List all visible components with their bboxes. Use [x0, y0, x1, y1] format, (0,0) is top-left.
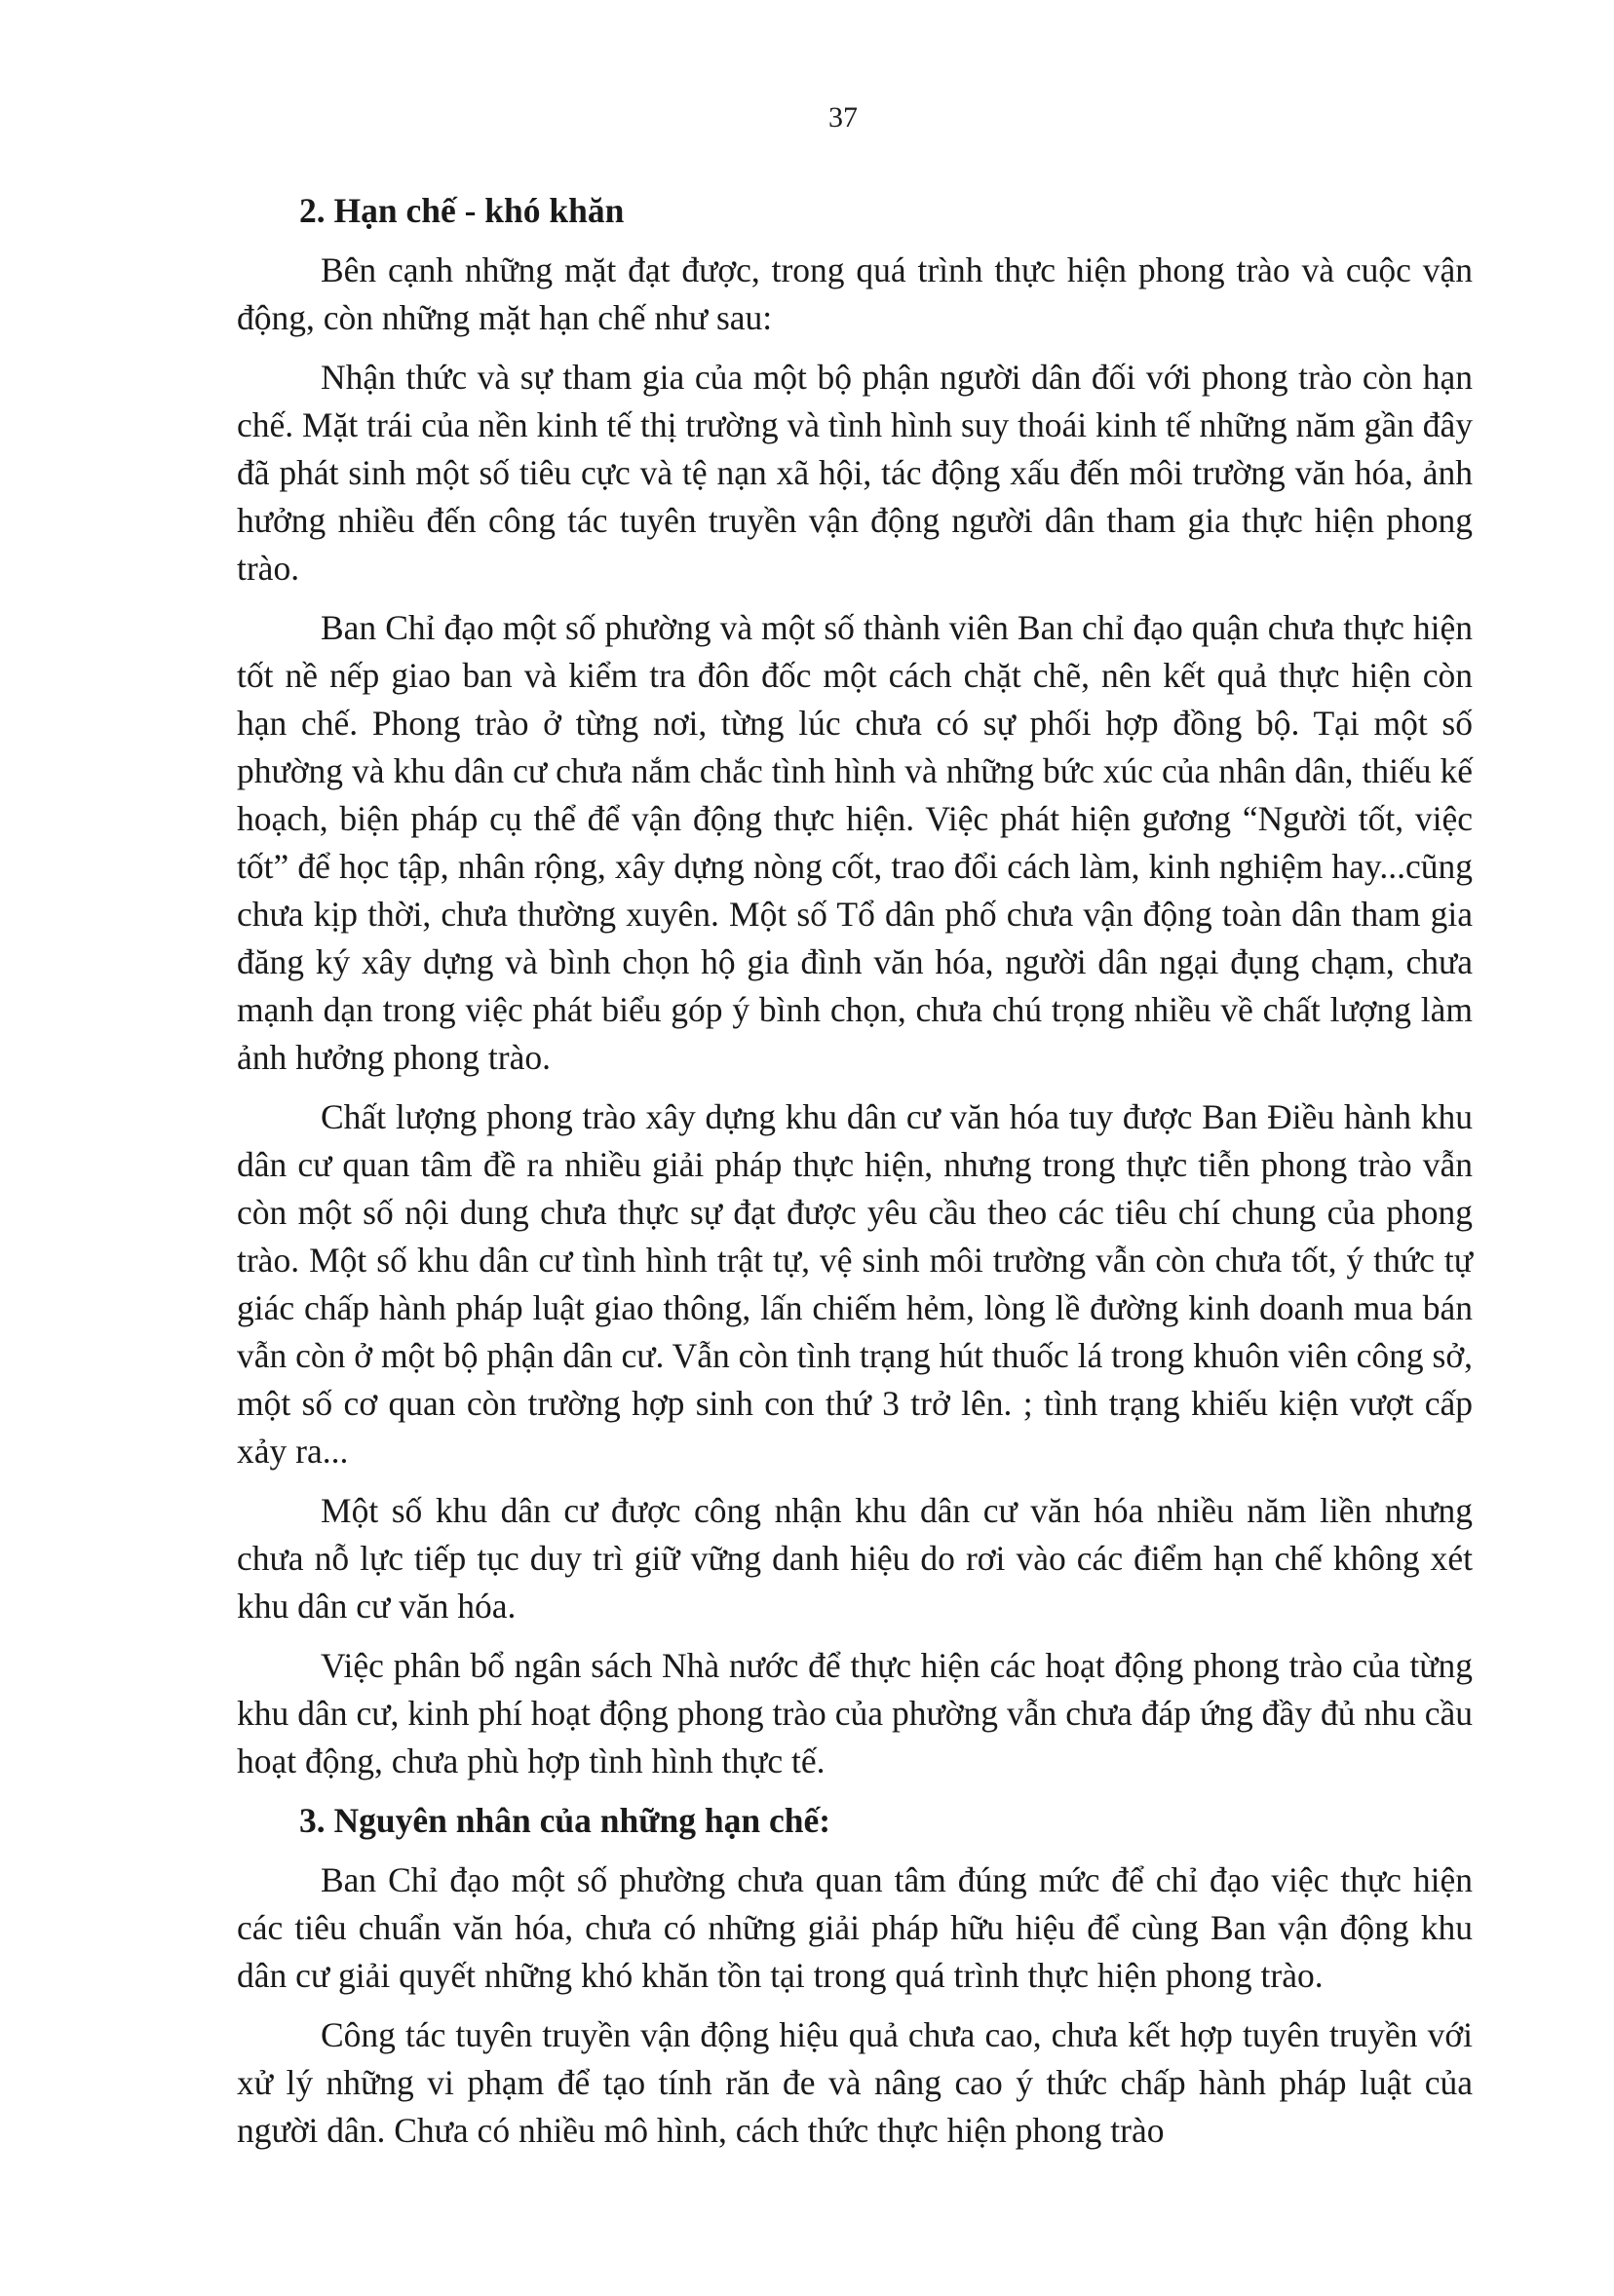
section-2-paragraph-2: Nhận thức và sự tham gia của một bộ phận người dân đối với phong trào còn hạn chế. Mặt trái của nền kinh tế thị trường và tình hình suy thoái kinh tế những năm gần đây đã phát sinh một số tiêu cực và tệ nạn xã hội, tác động xấu đến môi trường văn hóa, ảnh hưởng nhiều đến công tác tuyên truyền vận động người dân tham gia thực hiện phong trào. [237, 358, 1473, 588]
section-2-paragraph-3: Ban Chỉ đạo một số phường và một số thành viên Ban chỉ đạo quận chưa thực hiện tốt nề nếp giao ban và kiểm tra đôn đốc một cách chặt chẽ, nên kết quả thực hiện còn hạn chế. Phong trào ở từng nơi, từng lúc chưa có sự phối hợp đồng bộ. Tại một số phường và khu dân cư chưa nắm chắc tình hình và những bức xúc của nhân dân, thiếu kế hoạch, biện pháp cụ thể để vận động thực hiện. Việc phát hiện gương “Người tốt, việc tốt” để học tập, nhân rộng, xây dựng nòng cốt, trao đổi cách làm, kinh nghiệm hay...cũng chưa kịp thời, chưa thường xuyên. Một số Tổ dân phố chưa vận động toàn dân tham gia đăng ký xây dựng và bình chọn hộ gia đình văn hóa, người dân ngại đụng chạm, chưa mạnh dạn trong việc phát biểu góp ý bình chọn, chưa chú trọng nhiều về chất lượng làm ảnh hưởng phong trào. [237, 608, 1473, 1077]
section-2-heading: 2. Hạn chế - khó khăn [299, 191, 625, 230]
section-3-heading: 3. Nguyên nhân của những hạn chế: [299, 1801, 831, 1840]
page-content [237, 187, 1473, 2166]
section-2-paragraph-4: Chất lượng phong trào xây dựng khu dân cư văn hóa tuy được Ban Điều hành khu dân cư quan tâm đề ra nhiều giải pháp thực hiện, nhưng trong thực tiễn phong trào vẫn còn một số nội dung chưa thực sự đạt được yêu cầu theo các tiêu chí chung của phong trào. Một số khu dân cư tình hình trật tự, vệ sinh môi trường vẫn còn chưa tốt, ý thức tự giác chấp hành pháp luật giao thông, lấn chiếm hẻm, lòng lề đường kinh doanh mua bán vẫn còn ở một bộ phận dân cư. Vẫn còn tình trạng hút thuốc lá trong khuôn viên công sở, một số cơ quan còn trường hợp sinh con thứ 3 trở lên. ; tình trạng khiếu kiện vượt cấp xảy ra... [237, 1097, 1473, 1471]
section-2-paragraph-6: Việc phân bổ ngân sách Nhà nước để thực hiện các hoạt động phong trào của từng khu dân cư, kinh phí hoạt động phong trào của phường vẫn chưa đáp ứng đầy đủ nhu cầu hoạt động, chưa phù hợp tình hình thực tế. [237, 1646, 1473, 1780]
section-3-paragraph-2: Công tác tuyên truyền vận động hiệu quả chưa cao, chưa kết hợp tuyên truyền với xử lý những vi phạm để tạo tính răn đe và nâng cao ý thức chấp hành pháp luật của người dân. Chưa có nhiều mô hình, cách thức thực hiện phong trào [237, 2015, 1473, 2150]
section-3-paragraph-1: Ban Chỉ đạo một số phường chưa quan tâm đúng mức để chỉ đạo việc thực hiện các tiêu chuẩn văn hóa, chưa có những giải pháp hữu hiệu để cùng Ban vận động khu dân cư giải quyết những khó khăn tồn tại trong quá trình thực hiện phong trào. [237, 1860, 1473, 1995]
section-2-paragraph-5: Một số khu dân cư được công nhận khu dân cư văn hóa nhiều năm liền nhưng chưa nỗ lực tiếp tục duy trì giữ vững danh hiệu do rơi vào các điểm hạn chế không xét khu dân cư văn hóa. [237, 1491, 1473, 1626]
page-number: 37 [828, 101, 858, 134]
section-2-paragraph-1: Bên cạnh những mặt đạt được, trong quá trình thực hiện phong trào và cuộc vận động, còn những mặt hạn chế như sau: [237, 250, 1473, 337]
